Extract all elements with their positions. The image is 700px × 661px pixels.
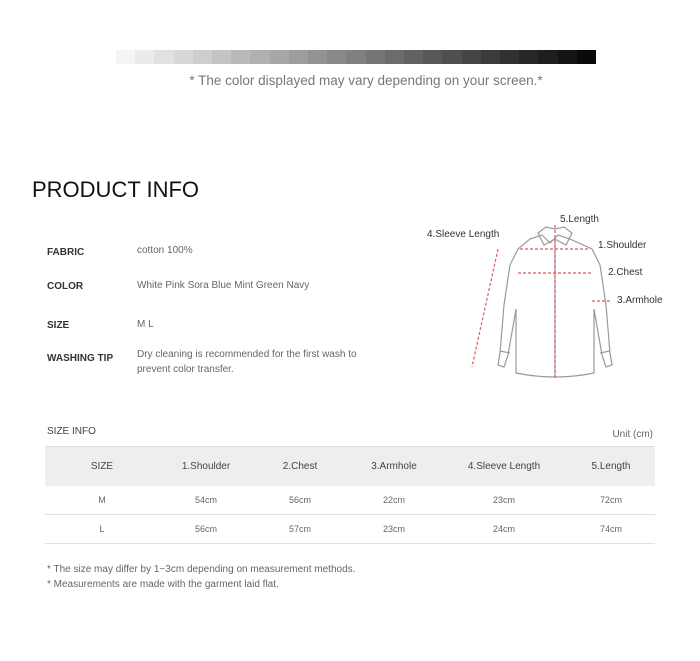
- gradient-swatch: [500, 50, 519, 64]
- gradient-swatch: [404, 50, 423, 64]
- cell-sleeve-length: 24cm: [492, 524, 515, 534]
- col-shoulder: 1.Shoulder: [159, 447, 253, 486]
- cell-sleeve-length: 23cm: [492, 494, 515, 505]
- size-table-header: [45, 447, 655, 486]
- gradient-swatch: [423, 50, 442, 64]
- gradient-swatch: [174, 50, 193, 64]
- col-armhole: 3.Armhole: [347, 447, 441, 486]
- gradient-swatch: [116, 50, 135, 64]
- size-info-heading: SIZE INFO: [47, 426, 96, 437]
- color-label: COLOR: [47, 281, 84, 292]
- cell-shoulder: 56cm: [194, 524, 217, 534]
- page-title: PRODUCT INFO: [32, 177, 200, 202]
- washing-tip-line1: Dry cleaning is recommended for the first wash to: [137, 349, 357, 360]
- washing-tip-line2: prevent color transfer.: [137, 364, 234, 375]
- diagram-shoulder-label: 1.Shoulder: [598, 240, 647, 251]
- cell-size: M: [98, 494, 106, 505]
- gradient-swatch: [385, 50, 404, 64]
- color-disclaimer: * The color displayed may vary depending on your screen.*: [189, 73, 543, 88]
- gradient-swatch: [250, 50, 269, 64]
- gradient-swatch: [577, 50, 596, 64]
- gradient-swatch: [519, 50, 538, 64]
- gradient-swatch: [462, 50, 481, 64]
- size-table: [45, 446, 655, 544]
- col-sleeve-length: 4.Sleeve Length: [441, 447, 567, 486]
- gradient-swatch: [270, 50, 289, 64]
- fabric-value: cotton 100%: [137, 245, 193, 256]
- diagram-sleeve-label: 4.Sleeve Length: [427, 229, 500, 240]
- size-note-2: * Measurements are made with the garment laid flat.: [47, 579, 279, 590]
- gradient-swatch: [212, 50, 231, 64]
- gradient-swatch: [135, 50, 154, 64]
- diagram-chest-label: 2.Chest: [608, 267, 643, 278]
- col-chest: 2.Chest: [253, 447, 347, 486]
- diagram-length-label: 5.Length: [560, 214, 599, 225]
- cell-shoulder: 54cm: [194, 494, 217, 505]
- unit-label: Unit (cm): [612, 429, 653, 440]
- diagram-armhole-label: 3.Armhole: [617, 295, 663, 306]
- shirt-measure-diagram: [420, 205, 690, 390]
- cell-length: 74cm: [599, 524, 622, 534]
- gradient-swatch: [538, 50, 557, 64]
- gradient-swatch: [366, 50, 385, 64]
- size-note-1: * The size may differ by 1~3cm depending on measurement methods.: [47, 564, 356, 575]
- gradient-swatch: [193, 50, 212, 64]
- gradient-swatch: [154, 50, 173, 64]
- cell-size: L: [99, 524, 105, 534]
- gradient-swatch: [308, 50, 327, 64]
- fabric-label: FABRIC: [47, 247, 85, 258]
- cell-armhole: 22cm: [382, 494, 405, 505]
- table-row: [45, 486, 655, 515]
- cell-chest: 57cm: [288, 524, 311, 534]
- size-label: SIZE: [47, 320, 70, 331]
- washing-tip-value: [137, 347, 357, 377]
- gradient-swatch: [558, 50, 577, 64]
- gradient-swatch: [289, 50, 308, 64]
- table-row: [45, 515, 655, 544]
- gradient-swatch: [442, 50, 461, 64]
- washing-tip-label: WASHING TIP: [47, 353, 114, 364]
- size-value: M L: [137, 319, 154, 330]
- color-gradient-bar: [116, 50, 596, 64]
- color-value: White Pink Sora Blue Mint Green Navy: [137, 280, 310, 291]
- gradient-swatch: [327, 50, 346, 64]
- gradient-swatch: [346, 50, 365, 64]
- cell-chest: 56cm: [288, 494, 311, 505]
- gradient-swatch: [231, 50, 250, 64]
- gradient-swatch: [481, 50, 500, 64]
- col-length: 5.Length: [567, 447, 655, 486]
- cell-length: 72cm: [599, 494, 622, 505]
- col-size: SIZE: [45, 447, 159, 486]
- cell-armhole: 23cm: [382, 524, 405, 534]
